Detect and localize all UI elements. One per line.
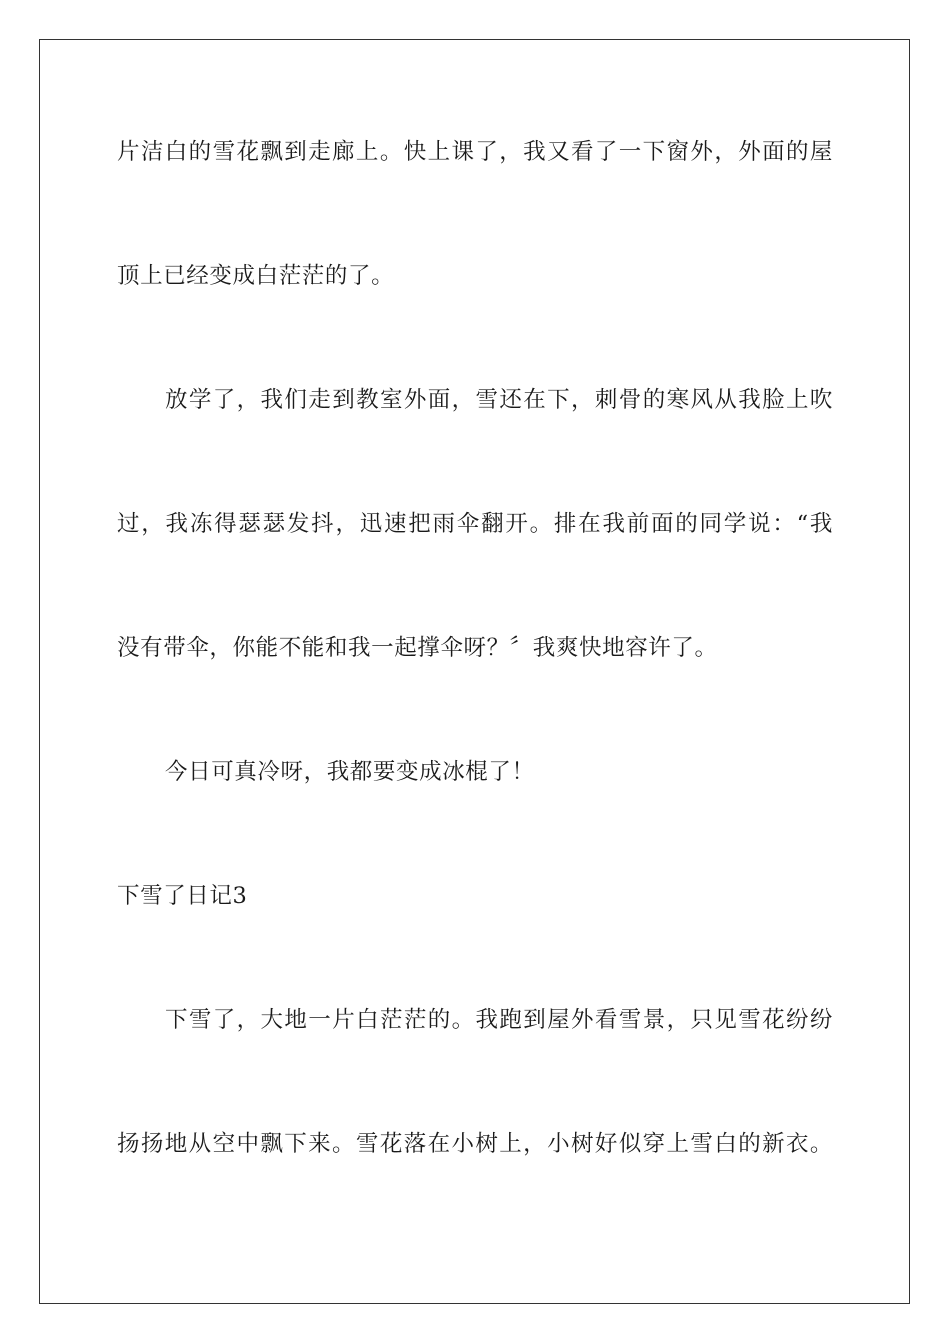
paragraph-line: 放学了，我们走到教室外面，雪还在下，刺骨的寒风从我脸上吹 xyxy=(165,387,833,413)
page-border xyxy=(39,39,910,1304)
paragraph-line: 过，我冻得瑟瑟发抖，迅速把雨伞翻开。排在我前面的同学说：“我 xyxy=(117,511,833,537)
section-heading: 下雪了日记3 xyxy=(117,883,248,909)
paragraph-line: 今日可真冷呀，我都要变成冰棍了！ xyxy=(165,759,535,785)
paragraph-line: 顶上已经变成白茫茫的了。 xyxy=(117,263,395,289)
paragraph-line: 片洁白的雪花飘到走廊上。快上课了，我又看了一下窗外，外面的屋 xyxy=(117,139,833,165)
paragraph-line: 下雪了，大地一片白茫茫的。我跑到屋外看雪景，只见雪花纷纷 xyxy=(165,1007,833,1033)
paragraph-line: 扬扬地从空中飘下来。雪花落在小树上，小树好似穿上雪白的新衣。 xyxy=(117,1131,833,1157)
paragraph-line: 没有带伞，你能不能和我一起撑伞呀？〞我爽快地容许了。 xyxy=(117,635,718,661)
